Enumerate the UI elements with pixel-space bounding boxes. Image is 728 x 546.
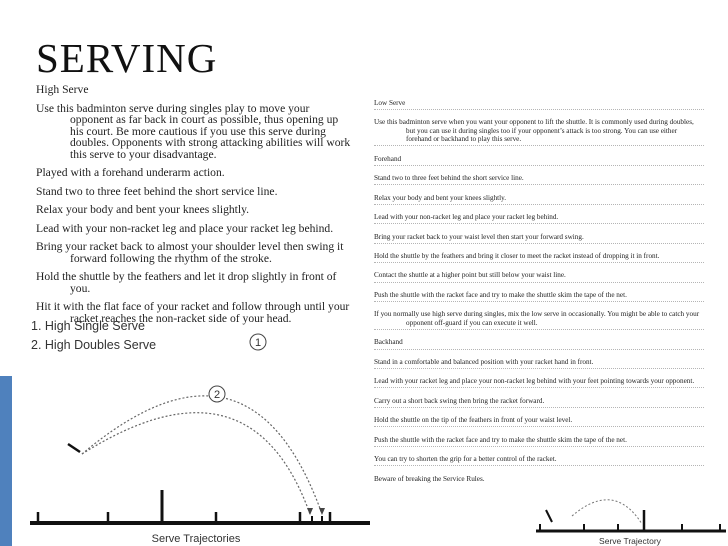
paragraph: If you normally use high serve during singles, mix the low serve in occasionally. You might be able to catch your opponent off-guard if you can execute it well. <box>374 310 704 330</box>
paragraph: Push the shuttle with the racket face and try to make the shuttle skim the tape of the net. <box>374 291 704 302</box>
paragraph: Hold the shuttle by the feathers and bring it closer to meet the racket instead of dropping it in front. <box>374 252 704 263</box>
paragraph: Lead with your non-racket leg and place your racket leg behind. <box>374 213 704 224</box>
paragraph: Relax your body and bent your knees slightly. <box>36 203 250 216</box>
legend-high-single: 1. High Single Serve <box>31 319 145 333</box>
legend-high-doubles: 2. High Doubles Serve <box>31 338 157 352</box>
trajectory-low-serve <box>572 500 642 524</box>
racket <box>68 444 80 452</box>
serve-trajectories-diagram <box>0 318 372 546</box>
paragraph: Beware of breaking the Service Rules. <box>374 474 485 483</box>
paragraph: You can try to shorten the grip for a better control of the racket. <box>374 455 704 466</box>
paragraph: Lead with your non-racket leg and place your racket leg behind. <box>36 221 334 235</box>
paragraph: Carry out a short back swing then bring the racket forward. <box>374 397 704 408</box>
paragraph: Backhand <box>374 338 704 349</box>
arrowhead-single <box>319 508 325 515</box>
marker-2-label: 2 <box>213 389 221 401</box>
slide-title: SERVING <box>36 35 218 81</box>
paragraph: Played with a forehand underarm action. <box>36 166 225 179</box>
paragraph: Forehand <box>374 155 704 166</box>
high-serve-text <box>36 84 354 331</box>
paragraph: Bring your racket back to almost your shoulder level then swing it forward following the rhythm of the stroke. <box>36 240 344 265</box>
paragraph: Contact the shuttle at a higher point but still below your waist line. <box>374 271 704 282</box>
paragraph: Stand two to three feet behind the short service line. <box>374 174 704 185</box>
paragraph: Use this badminton serve when you want your opponent to lift the shuttle. It is commonly used during doubles, but you can use it during singles too if your opponent’s attack is too strong. You can use either forehand or backhand to play this serve. <box>374 118 704 146</box>
arrowhead-doubles <box>307 508 313 515</box>
paragraph: Stand two to three feet behind the short service line. <box>36 184 278 198</box>
paragraph: Hold the shuttle by the feathers and let it drop slightly in front of you. <box>36 270 337 295</box>
trajectory-high-single <box>82 396 322 514</box>
diagram-caption: Serve Trajectory <box>599 536 661 546</box>
racket <box>546 510 552 522</box>
paragraph: Push the shuttle with the racket face and try to make the shuttle skim the tape of the net. <box>374 436 704 447</box>
paragraph: Use this badminton serve during singles play to move your opponent as far back in court as possible, thus opening up his court. Be more cautious if you use this serve during doubles. Opponents with strong attacking abilities will work this serve to your disadvantage. <box>36 101 351 161</box>
low-serve-text <box>374 99 704 493</box>
diagram-caption: Serve Trajectories <box>151 533 241 545</box>
paragraph: High Serve <box>36 83 89 96</box>
paragraph: Relax your body and bent your knees slightly. <box>374 194 704 205</box>
paragraph: Lead with your racket leg and place your non-racket leg behind with your feet pointing towards your opponent. <box>374 377 704 388</box>
paragraph: Hit it with the flat face of your racket and follow through until your racket reaches the non-racket side of your head. <box>36 300 350 325</box>
paragraph: Stand in a comfortable and balanced position with your racket hand in front. <box>374 358 704 369</box>
paragraph: Bring your racket back to your waist level then start your forward swing. <box>374 233 704 244</box>
paragraph: Hold the shuttle on the tip of the feathers in front of your waist level. <box>374 416 704 427</box>
trajectory-high-doubles <box>82 413 310 514</box>
marker-1-label: 1 <box>254 337 262 349</box>
paragraph: Low Serve <box>374 99 704 110</box>
